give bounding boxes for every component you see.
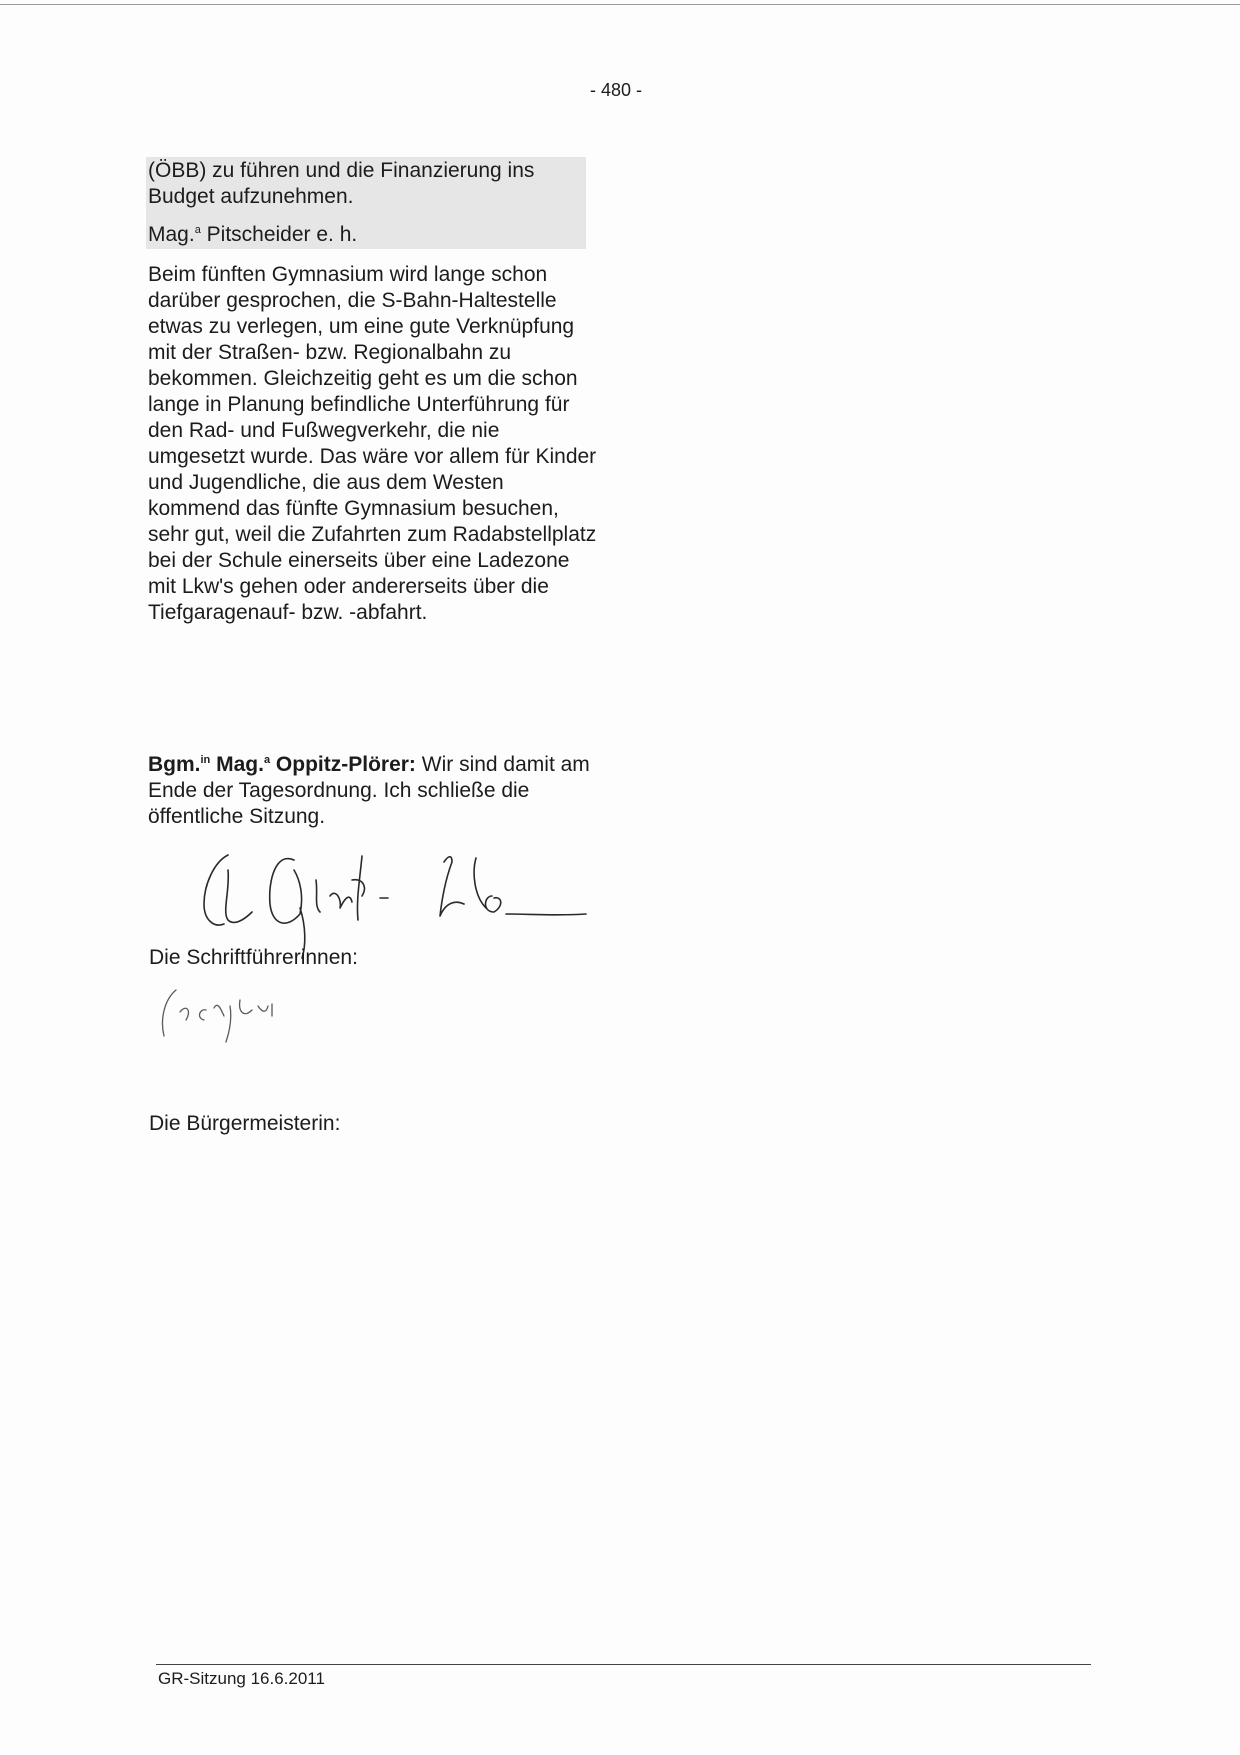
signed-name: Pitscheider e. h. [200,223,358,246]
speaker-sup-2: a [263,754,271,766]
writers-label: Die Schriftführerinnen: [149,946,358,969]
speaker-sup-1: in [200,754,211,766]
footer-text: GR-Sitzung 16.6.2011 [158,1669,325,1688]
footer-rule [156,1664,1091,1665]
page-number: - 480 - [590,80,643,100]
mayor-label: Die Bürgermeisterin: [149,1112,341,1135]
closing-text: Wir sind damit am Ende der Tagesordnung. Ich schließe die öffentliche Sitzung. [148,753,590,828]
signed-title-sup: a [194,224,201,236]
speaker-title-2: Mag. [210,753,264,776]
motion-text: (ÖBB) zu führen und die Finanzierung ins Budget aufzunehmen. [148,159,535,208]
speech-text: Beim fünften Gymnasium wird lange schon darüber gesprochen, die S-Bahn-Haltestelle etwas zu verlegen, um eine gute Verknüpfung mit der Straßen- bzw. Regionalbahn zu bekommen. Gleichzeitig geht es um die schon lange in Planung befindliche Unterführung für den Rad- und Fußwegverkehr, die nie umgesetzt wurde. Das wäre vor allem für Kinder und Jugendliche, die aus dem Westen kommend das fünfte Gymnasium besuchen, sehr gut, weil die Zufahrten zum Radabstellplatz bei der Schule einerseits über eine Ladezone mit Lkw's gehen oder andererseits über die Tiefgaragenauf- bzw. -abfahrt. [148,263,597,624]
speaker-name: Oppitz-Plörer: [270,753,416,776]
signed-title: Mag. [148,223,195,246]
speaker-title-1: Bgm. [148,753,201,776]
